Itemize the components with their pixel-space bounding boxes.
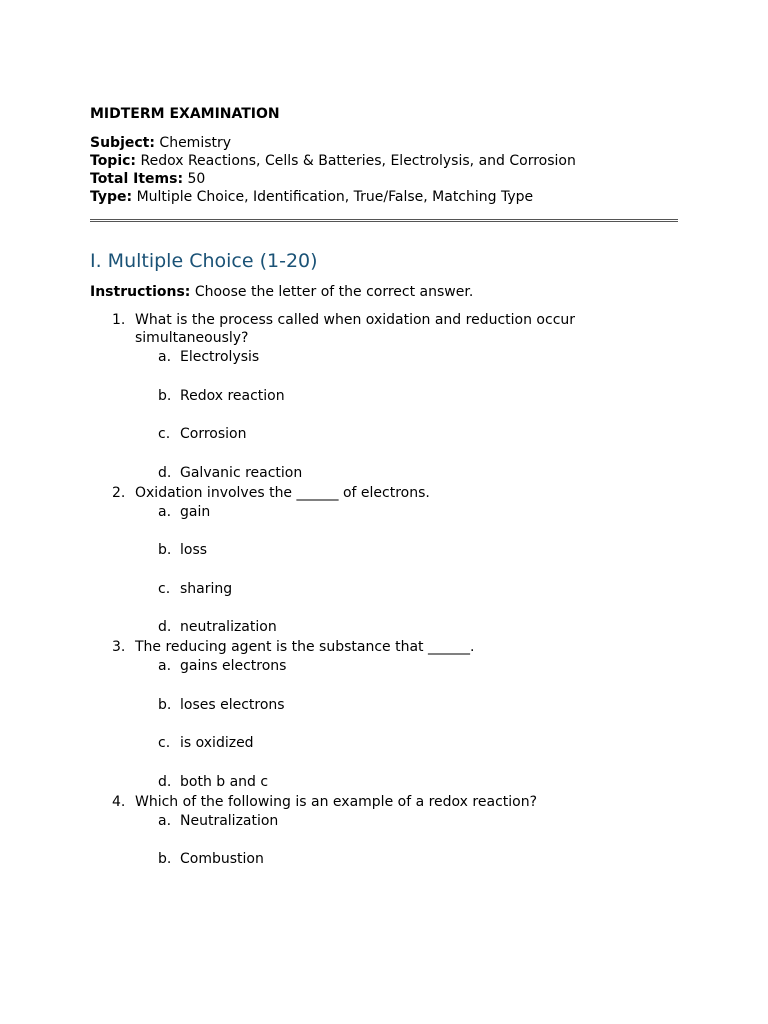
choice-letter: c.	[158, 735, 171, 751]
choice-text: neutralization	[180, 619, 277, 635]
choice-letter: b.	[158, 851, 172, 867]
question-item	[90, 311, 678, 482]
choice-item	[135, 425, 678, 443]
choice-letter: c.	[158, 426, 171, 442]
choice-list	[135, 812, 678, 869]
instructions	[90, 283, 678, 301]
choice-text: both b and c	[180, 773, 269, 790]
question-number: 2.	[112, 484, 126, 501]
choice-list	[135, 657, 678, 791]
subject-line	[90, 134, 678, 152]
choice-item	[135, 773, 678, 791]
section-heading: I. Multiple Choice (1-20)	[90, 250, 318, 272]
choice-text: is oxidized	[180, 735, 254, 751]
choice-letter: d.	[158, 773, 172, 790]
choice-text: Combustion	[180, 851, 264, 867]
choice-text: Neutralization	[180, 812, 279, 829]
choice-letter: d.	[158, 619, 172, 635]
question-text: Which of the following is an example of a redox reaction?	[135, 793, 538, 810]
question-number: 1.	[112, 312, 126, 328]
choice-text: Galvanic reaction	[180, 464, 303, 481]
type-value: Multiple Choice, Identification, True/False, Matching Type	[136, 189, 534, 205]
choice-text: loss	[180, 542, 208, 558]
instructions-label: Instructions:	[90, 284, 191, 300]
choice-item	[135, 387, 678, 405]
choice-text: gains electrons	[180, 658, 287, 674]
choice-item	[135, 541, 678, 559]
choice-item	[135, 580, 678, 598]
subject-label: Subject:	[90, 135, 155, 151]
choice-item	[135, 734, 678, 752]
choice-item	[135, 657, 678, 675]
choice-item	[135, 464, 678, 482]
choice-item	[135, 348, 678, 366]
header-divider	[90, 219, 678, 222]
choice-text: Electrolysis	[180, 349, 260, 365]
choice-item	[135, 503, 678, 521]
question-number: 3.	[112, 639, 126, 655]
choice-item	[135, 850, 678, 868]
choice-list	[135, 348, 678, 482]
question-number: 4.	[112, 793, 126, 810]
type-label: Type:	[90, 189, 133, 205]
choice-letter: a.	[158, 503, 172, 520]
choice-letter: a.	[158, 812, 172, 829]
topic-line	[90, 152, 678, 170]
choice-letter: b.	[158, 387, 172, 404]
type-line	[90, 188, 678, 206]
choice-letter: b.	[158, 542, 172, 558]
choice-text: gain	[180, 503, 211, 520]
topic-value: Redox Reactions, Cells & Batteries, Electrolysis, and Corrosion	[140, 153, 576, 169]
question-item	[90, 793, 678, 869]
question-item	[90, 638, 678, 791]
choice-item	[135, 812, 678, 830]
choice-text: Redox reaction	[180, 387, 285, 404]
instructions-text: Choose the letter of the correct answer.	[194, 284, 474, 300]
choice-list	[135, 503, 678, 637]
choice-letter: a.	[158, 658, 172, 674]
choice-letter: a.	[158, 349, 172, 365]
question-text: Oxidation involves the ______ of electrons.	[135, 484, 430, 501]
exam-document	[90, 104, 678, 870]
total-items-line	[90, 170, 678, 188]
choice-letter: c.	[158, 580, 171, 597]
question-text: The reducing agent is the substance that ______.	[135, 639, 475, 655]
question-text: What is the process called when oxidation and reduction occur simultaneously?	[135, 312, 576, 346]
exam-title: MIDTERM EXAMINATION	[90, 106, 280, 122]
topic-label: Topic:	[90, 153, 137, 169]
choice-item	[135, 696, 678, 714]
choice-letter: d.	[158, 464, 172, 481]
subject-value: Chemistry	[159, 135, 232, 151]
total-items-value: 50	[187, 171, 206, 187]
choice-text: Corrosion	[180, 426, 247, 442]
choice-item	[135, 618, 678, 636]
choice-letter: b.	[158, 696, 172, 713]
choice-text: loses electrons	[180, 696, 285, 713]
total-items-label: Total Items:	[90, 171, 184, 187]
question-list	[90, 311, 678, 868]
question-item	[90, 484, 678, 637]
choice-text: sharing	[180, 580, 233, 597]
